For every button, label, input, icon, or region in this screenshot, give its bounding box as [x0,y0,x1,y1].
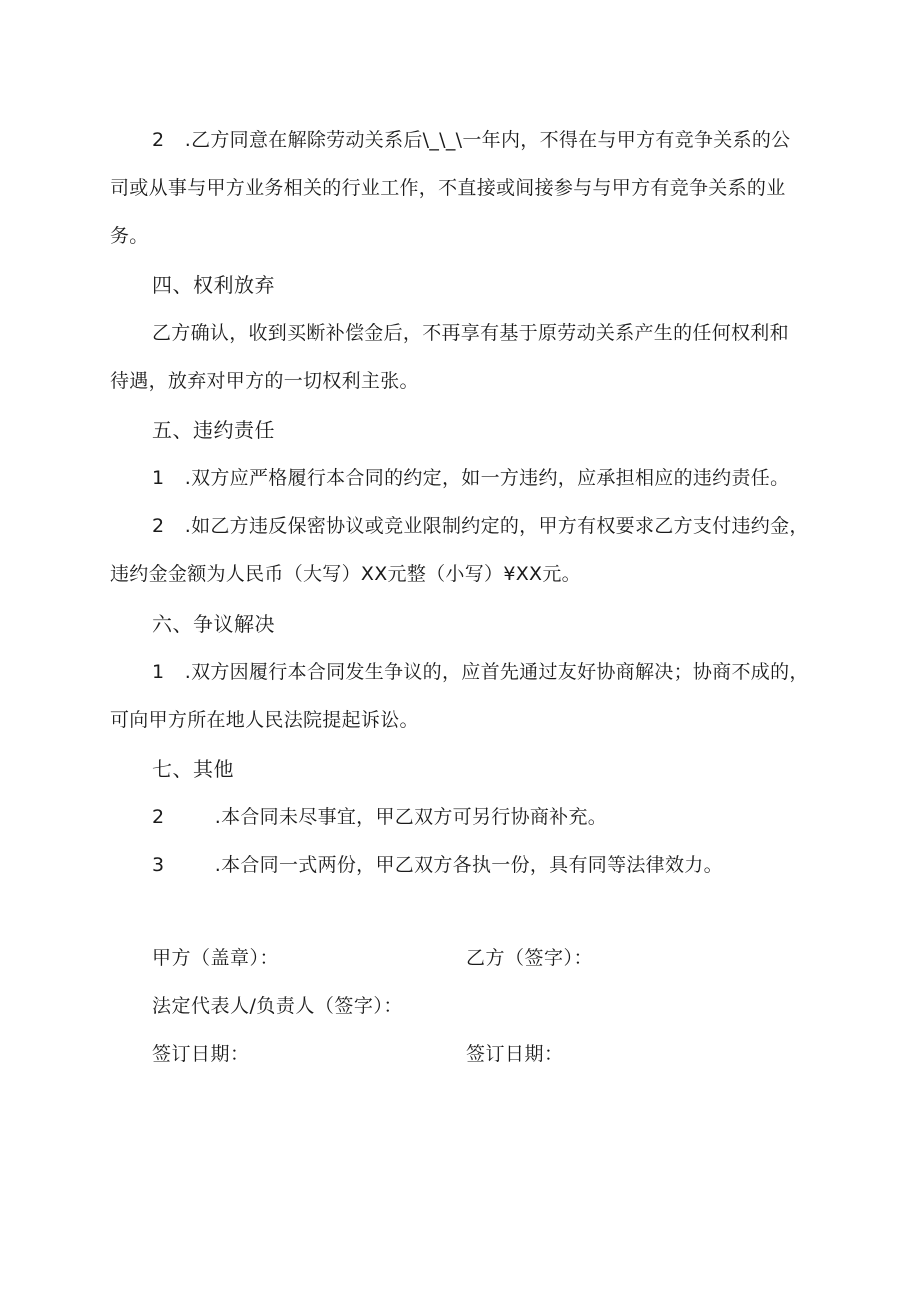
party-a-seal-label: 甲方（盖章）： [152,947,280,969]
clause5-item1 [152,465,789,491]
clause5-heading: 五、违约责任 [152,418,275,442]
clause5-item2-text: .如乙方违反保密协议或竞业限制约定的，甲方有权要求乙方支付违约金， [184,515,809,537]
clause7-item2-number: 2 [152,806,165,828]
clause7-item2 [152,804,607,830]
clause3-item2-line2: 司或从事与甲方业务相关的行业工作，不直接或间接参与与甲方有竞争关系的业 [110,177,786,199]
clause4-line1: 乙方确认，收到买断补偿金后，不再享有基于原劳动关系产生的任何权利和 [152,322,789,344]
clause3-item2-number: 2 [152,129,165,151]
clause7-item3-number: 3 [152,854,165,876]
clause6-item1-text: .双方因履行本合同发生争议的，应首先通过友好协商解决；协商不成的， [184,661,809,683]
clause6-item1-line1 [152,659,809,685]
party-a-date-label: 签订日期： [152,1043,250,1065]
party-b-sign-label: 乙方（签字）： [466,947,594,969]
clause5-item2-line2: 违约金金额为人民币（大写）XX元整（小写）¥XX元。 [110,563,581,585]
clause7-heading: 七、其他 [152,757,234,781]
clause6-heading: 六、争议解决 [152,612,275,636]
clause5-item2-line1 [152,513,809,539]
clause7-item3-text: .本合同一式两份，甲乙双方各执一份，具有同等法律效力。 [214,854,723,876]
legal-rep-sign-label: 法定代表人/负责人（签字）： [152,995,403,1017]
clause5-item1-text: .双方应严格履行本合同的约定，如一方违约，应承担相应的违约责任。 [184,467,790,489]
clause7-item3 [152,852,723,878]
clause6-item1-line2: 可向甲方所在地人民法院提起诉讼。 [110,709,419,731]
clause6-item1-number: 1 [152,661,165,683]
clause3-item2-line3: 务。 [110,225,149,247]
clause7-item2-text: .本合同未尽事宜，甲乙双方可另行协商补充。 [214,806,608,828]
clause5-item2-number: 2 [152,515,165,537]
party-b-date-label: 签订日期： [466,1043,564,1065]
clause4-line2: 待遇，放弃对甲方的一切权利主张。 [110,370,419,392]
clause4-heading: 四、权利放弃 [152,273,275,297]
clause3-item2-text: .乙方同意在解除劳动关系后\_\_\一年内，不得在与甲方有竞争关系的公 [184,129,791,151]
clause3-item2-line1 [152,127,790,153]
clause5-item1-number: 1 [152,467,165,489]
